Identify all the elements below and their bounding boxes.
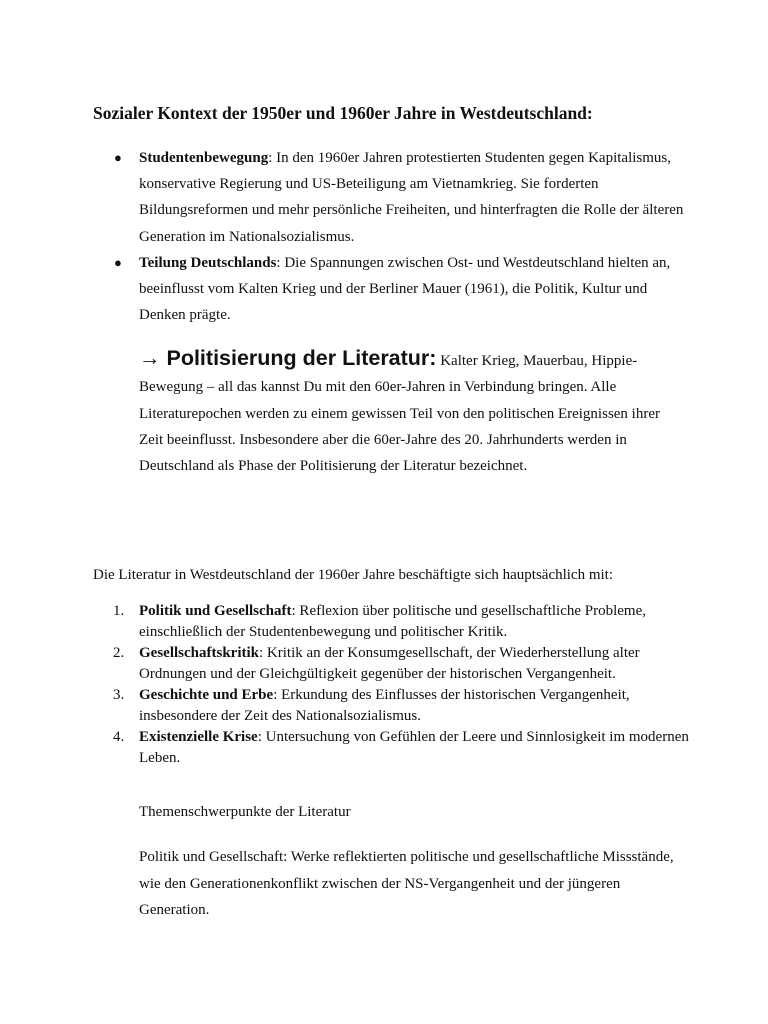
numbered-item-geschichte: [93, 685, 693, 727]
numbered-term: Geschichte und Erbe: [139, 687, 274, 703]
politisierung-heading: [139, 346, 436, 370]
arrow-icon: →: [139, 346, 161, 370]
numbered-item-gesellschaftskritik: [93, 643, 693, 685]
numbered-term: Existenzielle Krise: [139, 729, 258, 745]
closing-paragraph: Politik und Gesellschaft: Werke reflektierten politische und gesellschaftliche Missstände, wie den Generationenkonflikt zwischen der NS-Vergangenheit und der jüngeren Generation.: [139, 849, 674, 918]
numbered-term: Politik und Gesellschaft: [139, 603, 292, 619]
politisierung-paragraph: [139, 345, 684, 479]
list-number: 1.: [113, 603, 125, 619]
numbered-term: Gesellschaftskritik: [139, 645, 259, 661]
bullet-item-studentenbewegung: [93, 145, 693, 250]
document-title: Sozialer Kontext der 1950er und 1960er Jahre in Westdeutschland:: [93, 103, 593, 123]
list-number: 2.: [113, 645, 125, 661]
context-bullet-list: [93, 145, 693, 328]
themes-numbered-list: [93, 601, 693, 769]
politisierung-text: Kalter Krieg, Mauerbau, Hippie-Bewegung – all das kannst Du mit den 60er-Jahren in Verbindung bringen. Alle Literaturepochen werden zu einem gewissen Teil von den politischen Ereignissen ihrer Zeit beeinflusst. Insbesondere aber die 60er-Jahre des 20. Jahrhunderts werden in Deutschland als Phase der Politisierung der Literatur bezeichnet.: [139, 353, 661, 475]
bullet-marker: ●: [114, 254, 122, 270]
numbered-item-existenzielle-krise: [93, 727, 693, 769]
list-number: 4.: [113, 729, 125, 745]
numbered-text: : Erkundung des Einflusses der historischen Vergangenheit, insbesondere der Zeit des Nationalsozialismus.: [139, 687, 630, 724]
numbered-text: : Kritik an der Konsumgesellschaft, der Wiederherstellung alter Ordnungen und der Gleichgültigkeit gegenüber der historischen Vergangenheit.: [139, 645, 640, 682]
themes-subheading: Themenschwerpunkte der Literatur: [139, 804, 351, 820]
bullet-term: Studentenbewegung: [139, 150, 269, 166]
bullet-term: Teilung Deutschlands: [139, 254, 277, 271]
bullet-marker: ●: [114, 150, 122, 165]
list-number: 3.: [113, 687, 125, 703]
numbered-text: : Reflexion über politische und gesellschaftliche Probleme, einschließlich der Studentenbewegung und politischer Kritik.: [139, 603, 647, 640]
bullet-text: : Die Spannungen zwischen Ost- und Westdeutschland hielten an, beeinflusst vom Kalten Krieg und der Berliner Mauer (1961), die Politik, Kultur und Denken prägte.: [139, 254, 671, 324]
bullet-item-teilung: [93, 250, 693, 329]
numbered-item-politik: [93, 601, 693, 643]
literature-intro: Die Literatur in Westdeutschland der 1960er Jahre beschäftigte sich hauptsächlich mit:: [93, 567, 614, 583]
numbered-text: : Untersuchung von Gefühlen der Leere und Sinnlosigkeit im modernen Leben.: [139, 729, 689, 766]
politisierung-heading-text: Politisierung der Literatur:: [166, 346, 437, 370]
bullet-text: : In den 1960er Jahren protestierten Studenten gegen Kapitalismus, konservative Regierung und US-Beteiligung am Vietnamkrieg. Sie forderten Bildungsreformen und mehr persönliche Freiheiten, und hinterfragten die Rolle der älteren Generation im Nationalsozialismus.: [139, 150, 684, 245]
